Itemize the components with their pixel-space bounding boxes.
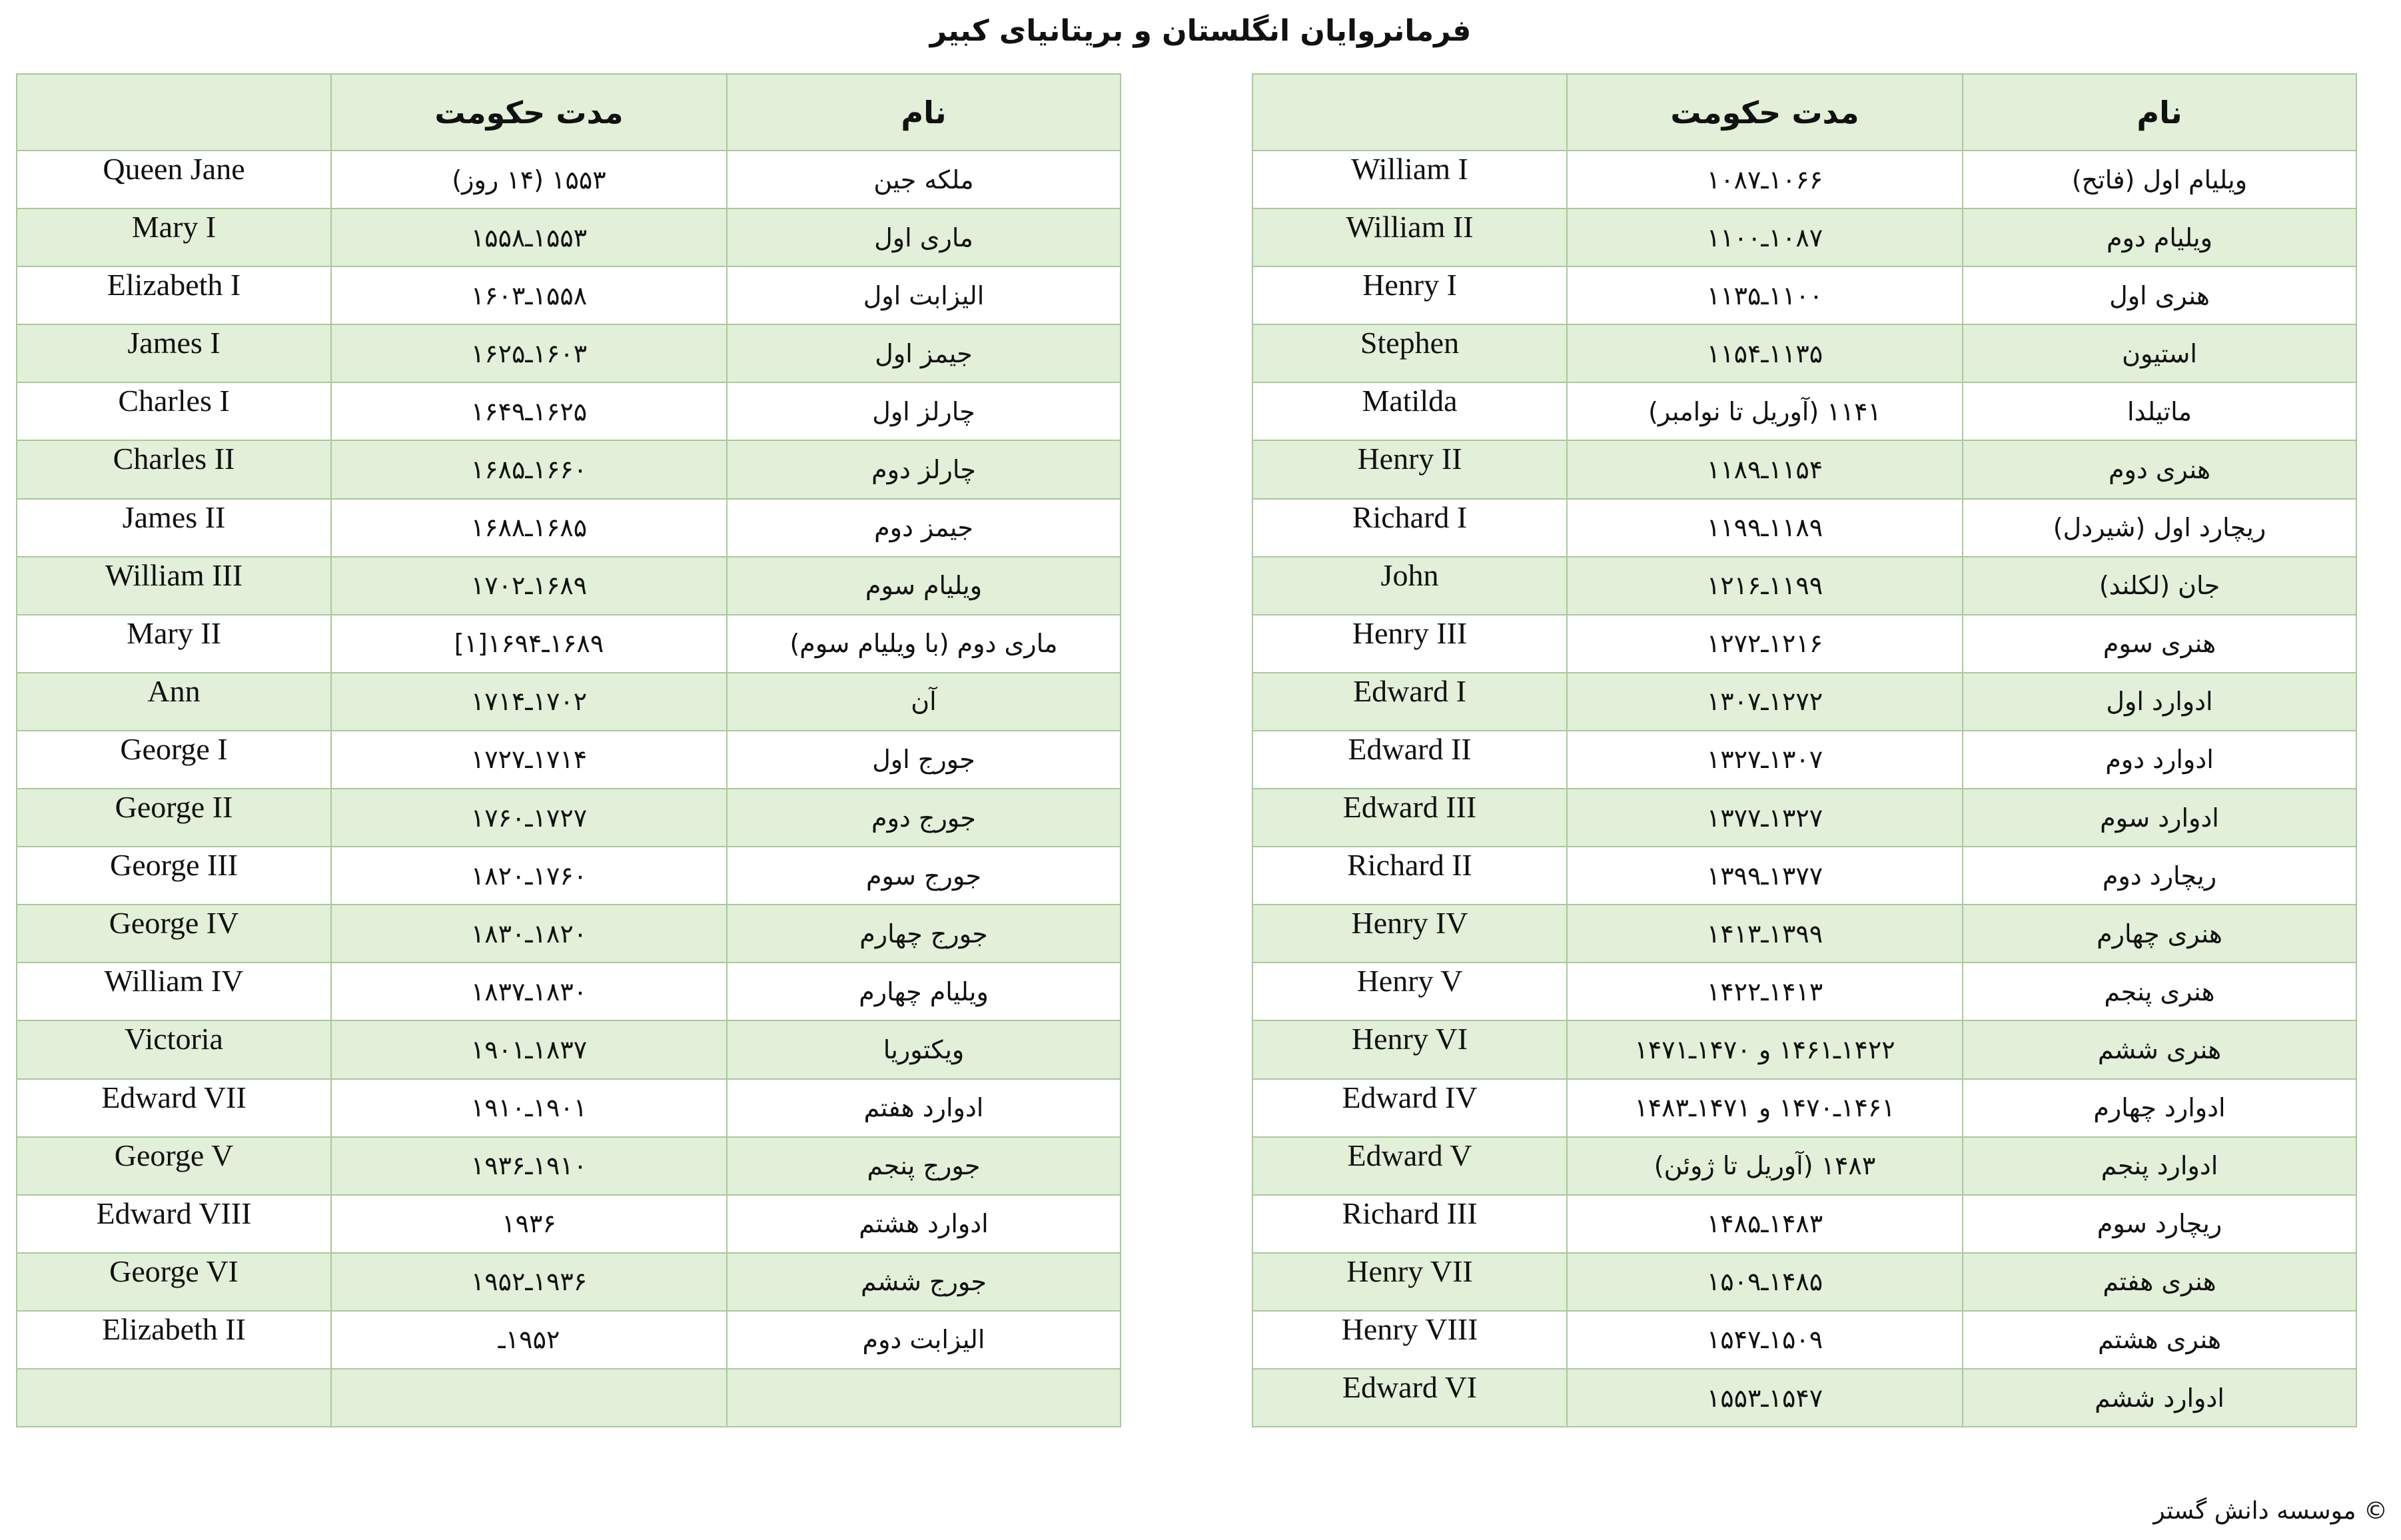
reign-period-cell: ۱۴۸۵ـ۱۵۰۹ xyxy=(1567,1253,1963,1311)
english-name-cell: John xyxy=(1252,557,1567,615)
english-name-cell: Stephen xyxy=(1252,324,1567,382)
table-row xyxy=(17,905,1121,962)
persian-name-cell: ادوارد هشتم xyxy=(727,1195,1121,1253)
reign-period-cell: ۱۴۲۲ـ۱۴۶۱ و ۱۴۷۰ـ۱۴۷۱ xyxy=(1567,1020,1963,1078)
english-name-cell: Richard II xyxy=(1252,847,1567,905)
table-row xyxy=(17,557,1121,615)
reign-period-cell: ۱۶۸۹ـ۱۶۹۴[۱] xyxy=(331,615,727,673)
table-row xyxy=(17,1253,1121,1311)
reign-period-cell: ۱۱۵۴ـ۱۱۸۹ xyxy=(1567,440,1963,498)
reign-period-cell: ۱۱۰۰ـ۱۱۳۵ xyxy=(1567,266,1963,324)
persian-name-cell: ویلیام سوم xyxy=(727,557,1121,615)
persian-name-cell: ماری اول xyxy=(727,208,1121,266)
english-name-cell: Edward VII xyxy=(17,1079,331,1137)
persian-name-cell: جان (لکلند) xyxy=(1963,557,2356,615)
persian-name-cell: جورج چهارم xyxy=(727,905,1121,962)
table-row xyxy=(1252,1195,2356,1253)
english-name-cell: William I xyxy=(1252,151,1567,208)
persian-name-cell: هنری سوم xyxy=(1963,615,2356,673)
english-name-cell: George V xyxy=(17,1137,331,1195)
english-name-cell: Edward V xyxy=(1252,1137,1567,1195)
reign-period-cell: ۱۷۰۲ـ۱۷۱۴ xyxy=(331,673,727,731)
english-name-cell: Edward IV xyxy=(1252,1079,1567,1137)
reign-period-cell: ۱۷۲۷ـ۱۷۶۰ xyxy=(331,789,727,847)
table-header-row xyxy=(17,74,1121,151)
english-name-cell: William IV xyxy=(17,962,331,1020)
table-row xyxy=(1252,266,2356,324)
reign-period-cell: ۱۹۳۶ـ۱۹۵۲ xyxy=(331,1253,727,1311)
reign-period-cell: ۱۳۰۷ـ۱۳۲۷ xyxy=(1567,731,1963,789)
reign-period-cell: ۱۳۹۹ـ۱۴۱۳ xyxy=(1567,905,1963,962)
english-name-cell: Richard III xyxy=(1252,1195,1567,1253)
table-row xyxy=(17,847,1121,905)
rulers-table-right-body xyxy=(1252,151,2356,1427)
header-name: نام xyxy=(727,74,1121,151)
persian-name-cell: ادوارد سوم xyxy=(1963,789,2356,847)
english-name-cell: Queen Jane xyxy=(17,151,331,208)
reign-period-cell: ۱۴۶۱ـ۱۴۷۰ و ۱۴۷۱ـ۱۴۸۳ xyxy=(1567,1079,1963,1137)
persian-name-cell: ماتیلدا xyxy=(1963,382,2356,440)
persian-name-cell: هنری ششم xyxy=(1963,1020,2356,1078)
table-row xyxy=(17,1137,1121,1195)
persian-name-cell: جورج پنجم xyxy=(727,1137,1121,1195)
reign-period-cell: ۱۸۲۰ـ۱۸۳۰ xyxy=(331,905,727,962)
reign-period-cell: ۱۹۱۰ـ۱۹۳۶ xyxy=(331,1137,727,1195)
table-row xyxy=(1252,673,2356,731)
header-english xyxy=(17,74,331,151)
table-header-row xyxy=(1252,74,2356,151)
english-name-cell: William III xyxy=(17,557,331,615)
english-name-cell: Henry VI xyxy=(1252,1020,1567,1078)
persian-name-cell: ریچارد سوم xyxy=(1963,1195,2356,1253)
english-name-cell: Richard I xyxy=(1252,499,1567,557)
persian-name-cell: هنری دوم xyxy=(1963,440,2356,498)
english-name-cell: Charles I xyxy=(17,382,331,440)
table-row xyxy=(1252,557,2356,615)
table-row xyxy=(17,962,1121,1020)
table-row xyxy=(17,324,1121,382)
english-name-cell: Henry V xyxy=(1252,962,1567,1020)
reign-period-cell xyxy=(331,1369,727,1427)
persian-name-cell: ریچارد دوم xyxy=(1963,847,2356,905)
table-row xyxy=(1252,1369,2356,1427)
reign-period-cell: ۱۲۱۶ـ۱۲۷۲ xyxy=(1567,615,1963,673)
table-row xyxy=(17,1369,1121,1427)
table-row xyxy=(1252,382,2356,440)
persian-name-cell: ادوارد ششم xyxy=(1963,1369,2356,1427)
persian-name-cell: ویلیام چهارم xyxy=(727,962,1121,1020)
english-name-cell: George I xyxy=(17,731,331,789)
english-name-cell: Henry II xyxy=(1252,440,1567,498)
persian-name-cell: استیون xyxy=(1963,324,2356,382)
table-row xyxy=(17,615,1121,673)
table-row xyxy=(1252,1079,2356,1137)
english-name-cell: James I xyxy=(17,324,331,382)
rulers-table-right xyxy=(1252,73,2357,1427)
table-row xyxy=(17,673,1121,731)
reign-period-cell: ۱۸۳۰ـ۱۸۳۷ xyxy=(331,962,727,1020)
reign-period-cell: ۱۶۰۳ـ۱۶۲۵ xyxy=(331,324,727,382)
reign-period-cell: ۱۱۳۵ـ۱۱۵۴ xyxy=(1567,324,1963,382)
header-english xyxy=(1252,74,1567,151)
reign-period-cell: ۱۴۸۳ (آوریل تا ژوئن) xyxy=(1567,1137,1963,1195)
table-row xyxy=(1252,1137,2356,1195)
table-row xyxy=(1252,615,2356,673)
english-name-cell: Charles II xyxy=(17,440,331,498)
english-name-cell: George IV xyxy=(17,905,331,962)
persian-name-cell: ویکتوریا xyxy=(727,1020,1121,1078)
rulers-table-left xyxy=(16,73,1121,1427)
persian-name-cell: جورج اول xyxy=(727,731,1121,789)
persian-name-cell: ادوارد هفتم xyxy=(727,1079,1121,1137)
persian-name-cell: جیمز دوم xyxy=(727,499,1121,557)
english-name-cell: Henry IV xyxy=(1252,905,1567,962)
persian-name-cell: ادوارد پنجم xyxy=(1963,1137,2356,1195)
rulers-table-left-body xyxy=(17,151,1121,1427)
persian-name-cell: جورج دوم xyxy=(727,789,1121,847)
persian-name-cell: هنری هفتم xyxy=(1963,1253,2356,1311)
table-row xyxy=(17,789,1121,847)
table-row xyxy=(17,1195,1121,1253)
header-reign: مدت حکومت xyxy=(1567,74,1963,151)
persian-name-cell: آن xyxy=(727,673,1121,731)
english-name-cell: Mary I xyxy=(17,208,331,266)
table-row xyxy=(17,1079,1121,1137)
table-row xyxy=(1252,1311,2356,1369)
reign-period-cell: ۱۹۳۶ xyxy=(331,1195,727,1253)
persian-name-cell: هنری چهارم xyxy=(1963,905,2356,962)
table-row xyxy=(1252,847,2356,905)
english-name-cell: George VI xyxy=(17,1253,331,1311)
table-row xyxy=(1252,499,2356,557)
reign-period-cell: ۱۱۴۱ (آوریل تا نوامبر) xyxy=(1567,382,1963,440)
english-name-cell: Elizabeth I xyxy=(17,266,331,324)
persian-name-cell: هنری پنجم xyxy=(1963,962,2356,1020)
english-name-cell: Mary II xyxy=(17,615,331,673)
persian-name-cell: چارلز اول xyxy=(727,382,1121,440)
english-name-cell: Henry I xyxy=(1252,266,1567,324)
reign-period-cell: ۱۳۷۷ـ۱۳۹۹ xyxy=(1567,847,1963,905)
reign-period-cell: ۱۶۲۵ـ۱۶۴۹ xyxy=(331,382,727,440)
reign-period-cell: ۱۶۸۵ـ۱۶۸۸ xyxy=(331,499,727,557)
reign-period-cell: ۱۹۰۱ـ۱۹۱۰ xyxy=(331,1079,727,1137)
persian-name-cell: ادوارد اول xyxy=(1963,673,2356,731)
table-row xyxy=(1252,789,2356,847)
reign-period-cell: ۱۵۰۹ـ۱۵۴۷ xyxy=(1567,1311,1963,1369)
table-row xyxy=(17,731,1121,789)
table-row xyxy=(1252,731,2356,789)
english-name-cell: Edward VIII xyxy=(17,1195,331,1253)
reign-period-cell: ۱۵۵۳ (۱۴ روز) xyxy=(331,151,727,208)
reign-period-cell: ۱۲۷۲ـ۱۳۰۷ xyxy=(1567,673,1963,731)
persian-name-cell: ادوارد چهارم xyxy=(1963,1079,2356,1137)
page-title: فرمانروایان انگلستان و بریتانیای کبیر xyxy=(929,14,1472,48)
english-name-cell: Edward II xyxy=(1252,731,1567,789)
reign-period-cell: ۱۸۳۷ـ۱۹۰۱ xyxy=(331,1020,727,1078)
reign-period-cell: ۱۶۶۰ـ۱۶۸۵ xyxy=(331,440,727,498)
persian-name-cell: چارلز دوم xyxy=(727,440,1121,498)
persian-name-cell: ماری دوم (با ویلیام سوم) xyxy=(727,615,1121,673)
english-name-cell: Ann xyxy=(17,673,331,731)
persian-name-cell: ادوارد دوم xyxy=(1963,731,2356,789)
table-row xyxy=(17,151,1121,208)
reign-period-cell: ۱۳۲۷ـ۱۳۷۷ xyxy=(1567,789,1963,847)
persian-name-cell: جورج سوم xyxy=(727,847,1121,905)
english-name-cell: William II xyxy=(1252,208,1567,266)
table-row xyxy=(1252,324,2356,382)
persian-name-cell: هنری اول xyxy=(1963,266,2356,324)
table-row xyxy=(17,499,1121,557)
english-name-cell: Elizabeth II xyxy=(17,1311,331,1369)
header-name: نام xyxy=(1963,74,2356,151)
persian-name-cell: هنری هشتم xyxy=(1963,1311,2356,1369)
persian-name-cell: الیزابت اول xyxy=(727,266,1121,324)
persian-name-cell: ویلیام دوم xyxy=(1963,208,2356,266)
table-row xyxy=(17,266,1121,324)
reign-period-cell: ۱۷۱۴ـ۱۷۲۷ xyxy=(331,731,727,789)
reign-period-cell: ۱۰۶۶ـ۱۰۸۷ xyxy=(1567,151,1963,208)
persian-name-cell: الیزابت دوم xyxy=(727,1311,1121,1369)
reign-period-cell: ۱۵۵۳ـ۱۵۵۸ xyxy=(331,208,727,266)
reign-period-cell: ۱۱۹۹ـ۱۲۱۶ xyxy=(1567,557,1963,615)
reign-period-cell: ۱۰۸۷ـ۱۱۰۰ xyxy=(1567,208,1963,266)
table-row xyxy=(1252,1020,2356,1078)
english-name-cell xyxy=(17,1369,331,1427)
reign-period-cell: ۱۶۸۹ـ۱۷۰۲ xyxy=(331,557,727,615)
table-row xyxy=(1252,151,2356,208)
english-name-cell: George II xyxy=(17,789,331,847)
persian-name-cell xyxy=(727,1369,1121,1427)
table-row xyxy=(17,208,1121,266)
english-name-cell: Edward III xyxy=(1252,789,1567,847)
table-row xyxy=(1252,440,2356,498)
reign-period-cell: ۱۷۶۰ـ۱۸۲۰ xyxy=(331,847,727,905)
english-name-cell: James II xyxy=(17,499,331,557)
reign-period-cell: ۱۱۸۹ـ۱۱۹۹ xyxy=(1567,499,1963,557)
english-name-cell: Henry VII xyxy=(1252,1253,1567,1311)
persian-name-cell: ویلیام اول (فاتح) xyxy=(1963,151,2356,208)
persian-name-cell: جورج ششم xyxy=(727,1253,1121,1311)
table-row xyxy=(1252,1253,2356,1311)
reign-period-cell: ۱۴۸۳ـ۱۴۸۵ xyxy=(1567,1195,1963,1253)
copyright-notice: © موسسه دانش گستر xyxy=(2153,1497,2388,1525)
english-name-cell: Edward VI xyxy=(1252,1369,1567,1427)
english-name-cell: Victoria xyxy=(17,1020,331,1078)
persian-name-cell: جیمز اول xyxy=(727,324,1121,382)
table-row xyxy=(17,382,1121,440)
table-row xyxy=(1252,962,2356,1020)
english-name-cell: Matilda xyxy=(1252,382,1567,440)
table-row xyxy=(17,1311,1121,1369)
table-row xyxy=(17,1020,1121,1078)
english-name-cell: George III xyxy=(17,847,331,905)
reign-period-cell: ۱۵۵۸ـ۱۶۰۳ xyxy=(331,266,727,324)
table-row xyxy=(1252,905,2356,962)
english-name-cell: Henry VIII xyxy=(1252,1311,1567,1369)
english-name-cell: Henry III xyxy=(1252,615,1567,673)
persian-name-cell: ریچارد اول (شیردل) xyxy=(1963,499,2356,557)
reign-period-cell: ۱۵۴۷ـ۱۵۵۳ xyxy=(1567,1369,1963,1427)
english-name-cell: Edward I xyxy=(1252,673,1567,731)
persian-name-cell: ملکه جین xyxy=(727,151,1121,208)
reign-period-cell: ۱۹۵۲ـ xyxy=(331,1311,727,1369)
table-row xyxy=(17,440,1121,498)
reign-period-cell: ۱۴۱۳ـ۱۴۲۲ xyxy=(1567,962,1963,1020)
table-row xyxy=(1252,208,2356,266)
header-reign: مدت حکومت xyxy=(331,74,727,151)
